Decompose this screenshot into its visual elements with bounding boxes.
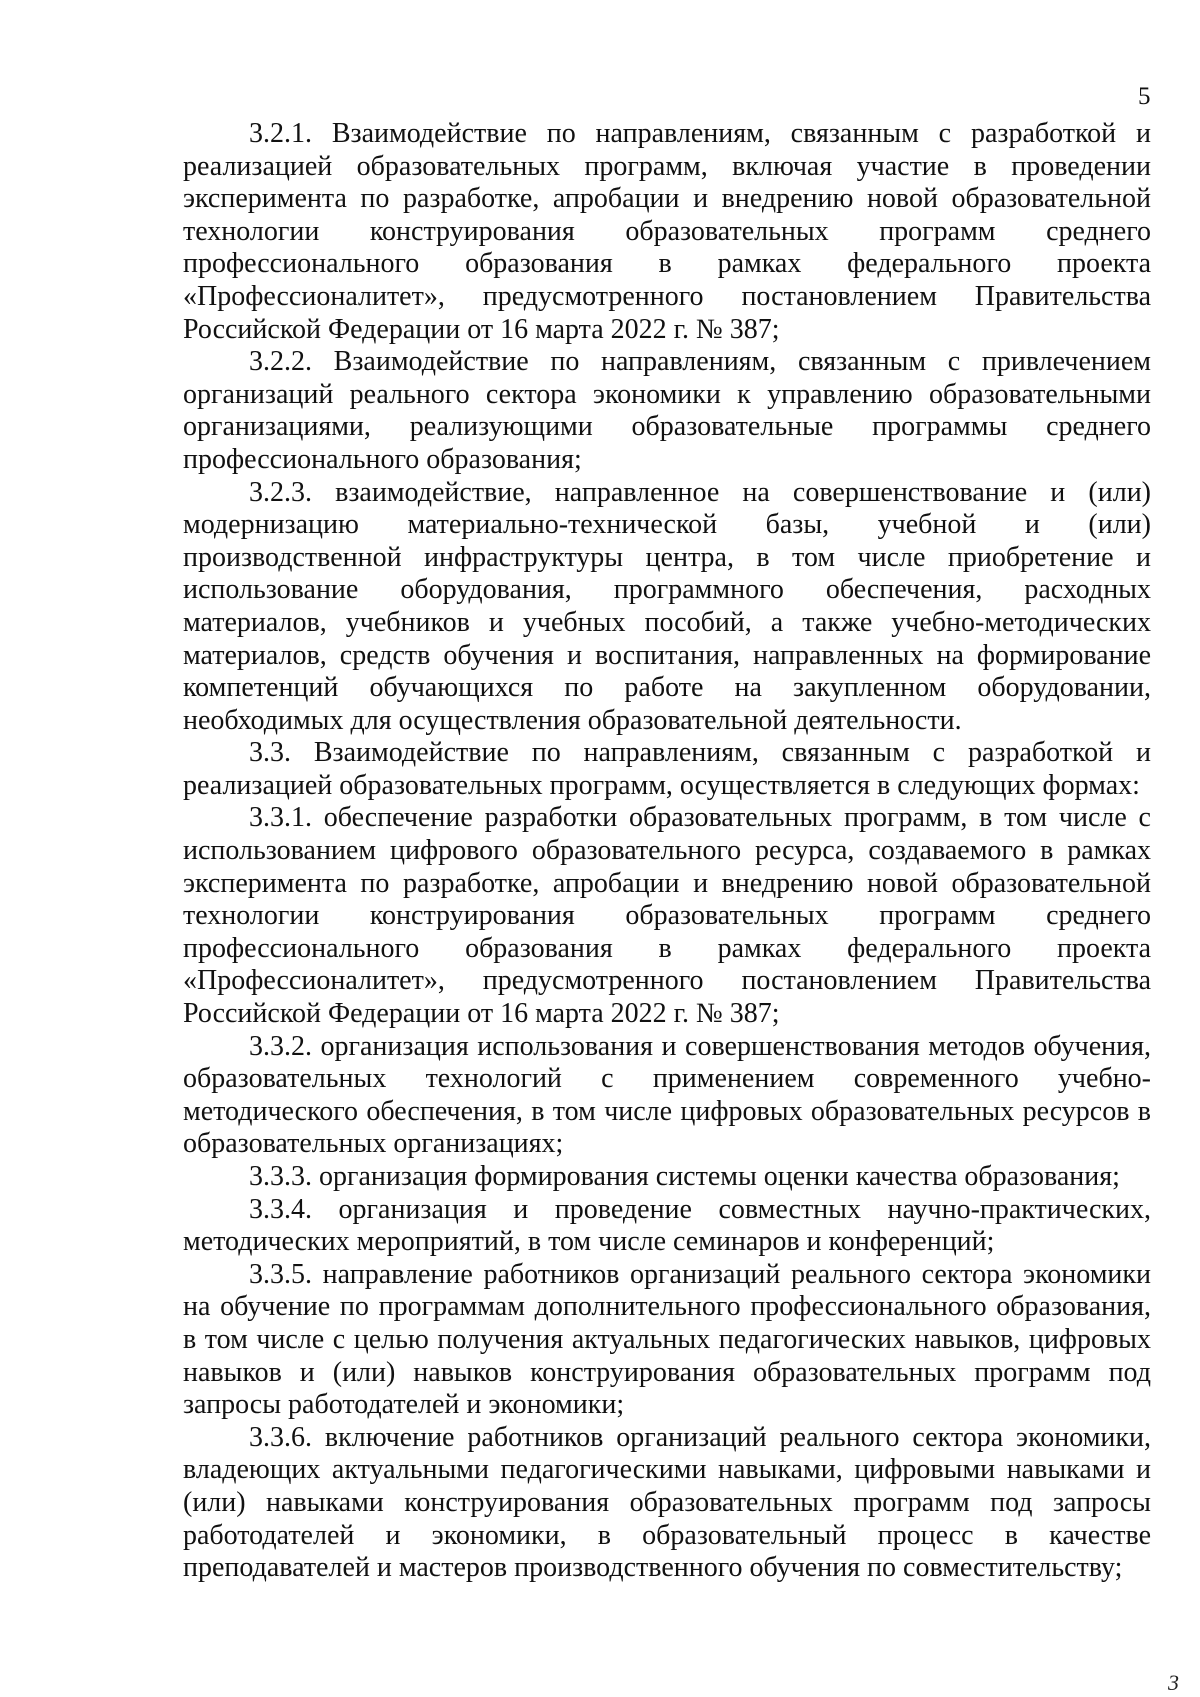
paragraph-3-2-3: 3.2.3. взаимодействие, направленное на совершенствование и (или) модернизацию материально-технической базы, учебной и (или) производственной инфраструктуры центра, в том числе приобретение и использование оборудования, программного обеспечения, расходных материалов, учебников и учебных пособий, а также учебно-методических материалов, средств обучения и воспитания, направленных на формирование компетенций обучающихся по работе на закупленном оборудовании, необходимых для осуществления образовательной деятельности.: [183, 476, 1151, 736]
paragraph-3-3-1: 3.3.1. обеспечение разработки образовательных программ, в том числе с использованием цифрового образовательного ресурса, создаваемого в рамках эксперимента по разработке, апробации и внедрению новой образовательной технологии конструирования образовательных программ среднего профессионального образования в рамках федерального проекта «Профессионалитет», предусмотренного постановлением Правительства Российской Федерации от 16 марта 2022 г. № 387;: [183, 802, 1151, 1030]
paragraph-3-3-4: 3.3.4. организация и проведение совместных научно-практических, методических мероприятий, в том числе семинаров и конференций;: [183, 1193, 1151, 1258]
page-number: 5: [1138, 83, 1151, 110]
paragraph-3-3-5: 3.3.5. направление работников организаций реального сектора экономики на обучение по программам дополнительного профессионального образования, в том числе с целью получения актуальных педагогических навыков, цифровых навыков и (или) навыков конструирования образовательных программ под запросы работодателей и экономики;: [183, 1258, 1151, 1421]
paragraph-3-3: 3.3. Взаимодействие по направлениям, связанным с разработкой и реализацией образовательных программ, осуществляется в следующих формах:: [183, 737, 1151, 801]
paragraph-3-2-1: 3.2.1. Взаимодействие по направлениям, связанным с разработкой и реализацией образовательных программ, включая участие в проведении эксперимента по разработке, апробации и внедрению новой образовательной технологии конструирования образовательных программ среднего профессионального образования в рамках федерального проекта «Профессионалитет», предусмотренного постановлением Правительства Российской Федерации от 16 марта 2022 г. № 387;: [183, 118, 1151, 345]
paragraph-3-3-3: 3.3.3. организация формирования системы оценки качества образования;: [249, 1161, 1120, 1192]
document-body: [183, 118, 1151, 1585]
paragraph-3-2-2: 3.2.2. Взаимодействие по направлениям, связанным с привлечением организаций реального сектора экономики к управлению образовательными организациями, реализующими образовательные программы среднего профессионального образования;: [183, 346, 1151, 475]
paragraph-3-3-2: 3.3.2. организация использования и совершенствования методов обучения, образовательных технологий с применением современного учебно-методического обеспечения, в том числе цифровых образовательных ресурсов в образовательных организациях;: [183, 1030, 1151, 1160]
corner-mark: 3: [1168, 1670, 1179, 1695]
paragraph-3-3-6: 3.3.6. включение работников организаций реального сектора экономики, владеющих актуальными педагогическими навыками, цифровыми навыками и (или) навыками конструирования образовательных программ под запросы работодателей и экономики, в образовательный процесс в качестве преподавателей и мастеров производственного обучения по совместительству;: [183, 1421, 1151, 1584]
